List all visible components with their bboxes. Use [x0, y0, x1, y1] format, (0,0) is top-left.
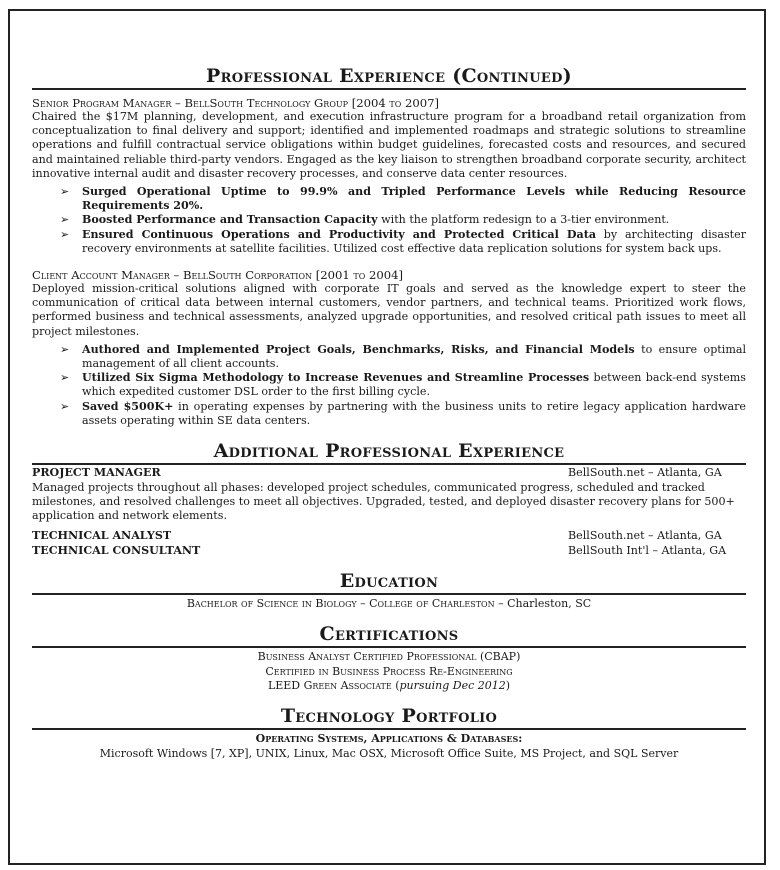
section-rule	[32, 646, 746, 648]
certification-item: Certified in Business Process Re-Engineering	[265, 664, 513, 678]
position-title: TECHNICAL ANALYST	[32, 529, 172, 543]
achievement-item: ➢ Authored and Implemented Project Goals, Benchmarks, Risks, and Financial Models to ensure optimal management of all client accounts.	[60, 342, 746, 371]
certification-note: pursuing Dec 2012	[399, 679, 506, 693]
certification-item: LEED Green Associate (pursuing Dec 2012)	[267, 679, 511, 693]
achievement-item: ➢ Utilized Six Sigma Methodology to Increase Revenues and Streamline Processes between back-end systems which expedited customer DSL order to the first billing cycle.	[60, 371, 746, 399]
section-rule	[32, 728, 746, 730]
section-rule	[32, 593, 746, 595]
certification-item: Business Analyst Certified Professional (CBAP)	[257, 650, 521, 664]
section-title-additional: Additional Professional Experience	[213, 440, 565, 463]
position-description: Managed projects throughout all phases: developed project schedules, communicated progress, scheduled and tracked milestones, and resolved challenges to meet all objectives. Upgraded, tested, and deployed disaster recovery plans for 500+ application and network elements.	[32, 480, 735, 522]
arrow-bullet-icon: ➢	[60, 185, 70, 199]
job-description: Chaired the $17M planning, development, and execution infrastructure program for a broadband retail organization from conceptualization to final delivery and support; identified and implemented roadmaps and strategic solutions to streamline operations and fulfill contractual service obligations within budget guidelines, forecasted costs and resources, and secured and maintained reliable third-party vendors. Engaged as the key liaison to strengthen broadband corporate security, architect innovative internal audit and disaster recovery processes, and conserve data center resources.	[32, 110, 746, 180]
position-location: BellSouth Int'l – Atlanta, GA	[568, 543, 727, 557]
section-rule	[32, 463, 746, 465]
achievement-item: ➢ Saved $500K+ in operating expenses by partnering with the business units to retire legacy application hardware assets operating within SE data centers.	[60, 399, 746, 427]
job-heading-senior-program-manager: Senior Program Manager – BellSouth Technology Group [2004 to 2007]	[32, 96, 440, 110]
position-row-technical-analyst	[32, 529, 746, 544]
arrow-bullet-icon: ➢	[60, 227, 70, 241]
job-description: Deployed mission-critical solutions aligned with corporate IT goals and served as the knowledge expert to steer the communication of critical data between internal customers, vendor partners, and technical teams. Prioritized work flows, performed business and technical assessments, analyzed upgrade opportunities, and resolved critical path issues to meet all project milestones.	[32, 282, 746, 338]
position-row-technical-consultant	[32, 544, 746, 559]
job-heading-client-account-manager: Client Account Manager – BellSouth Corporation [2001 to 2004]	[32, 268, 404, 283]
job-achievements	[32, 185, 746, 256]
section-title-experience: Professional Experience (Continued)	[206, 65, 572, 87]
position-location: BellSouth.net – Atlanta, GA	[568, 466, 722, 480]
section-title-education: Education	[339, 570, 439, 593]
achievement-item: ➢ Ensured Continuous Operations and Productivity and Protected Critical Data by architecting disaster recovery environments at satellite facilities. Utilized cost effective data replication solutions for system back ups.	[60, 227, 746, 255]
education-location: Charleston, SC	[503, 597, 592, 611]
achievement-item: ➢ Surged Operational Uptime to 99.9% and Tripled Performance Levels while Reducing Resource Requirements 20%.	[60, 185, 746, 213]
arrow-bullet-icon: ➢	[60, 213, 70, 227]
education-entry	[32, 597, 746, 611]
technology-list: Microsoft Windows [7, XP], UNIX, Linux, Mac OSX, Microsoft Office Suite, MS Project, and SQL Server	[99, 746, 679, 760]
position-location: BellSouth.net – Atlanta, GA	[568, 529, 722, 543]
section-title-certifications: Certifications	[319, 623, 459, 646]
section-title-technology: Technology Portfolio	[280, 705, 498, 728]
resume-content	[32, 11, 746, 761]
education-degree: Bachelor of Science in Biology – College of Charleston –	[186, 597, 504, 611]
resume-page	[8, 9, 766, 865]
position-row-project-manager	[32, 466, 746, 481]
arrow-bullet-icon: ➢	[60, 342, 70, 356]
job-achievements	[32, 343, 746, 428]
arrow-bullet-icon: ➢	[60, 399, 70, 413]
technology-subtitle: Operating Systems, Applications & Databases:	[255, 732, 523, 746]
achievement-item: ➢ Boosted Performance and Transaction Capacity with the platform redesign to a 3-tier environment.	[60, 213, 670, 227]
section-rule	[32, 88, 746, 90]
arrow-bullet-icon: ➢	[60, 371, 70, 385]
position-title: TECHNICAL CONSULTANT	[32, 543, 201, 557]
position-title: PROJECT MANAGER	[32, 466, 161, 480]
